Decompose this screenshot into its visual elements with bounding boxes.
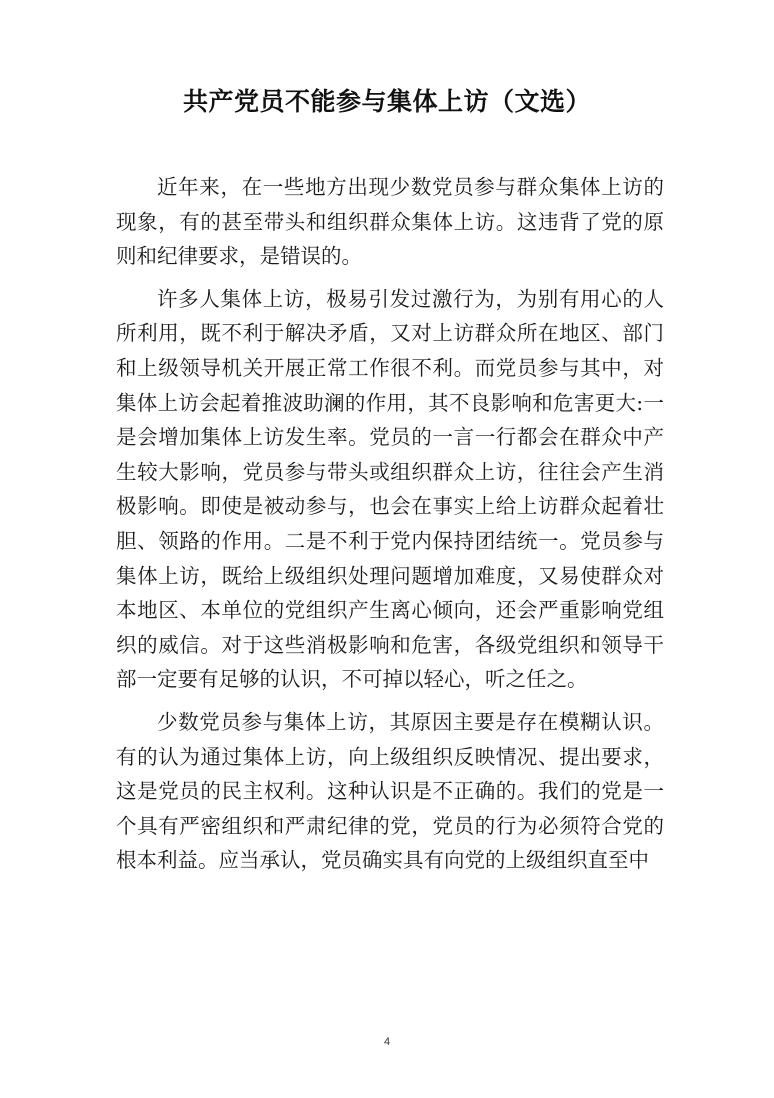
document-title: 共产党员不能参与集体上访（文选） bbox=[182, 87, 591, 116]
page-number: 4 bbox=[383, 1036, 391, 1048]
paragraph-3: 少数党员参与集体上访，其原因主要是存在模糊认识。有的认为通过集体上访，向上级组织反映情况、提出要求，这是党员的民主权利。这种认识是不正确的。我们的党是一个具有严密组织和严肃纪律的党，党员的行为必须符合党的根本利益。应当承认，党员确实具有向党的上级组织直至中 bbox=[116, 709, 664, 873]
document-body bbox=[116, 170, 664, 878]
paragraph-1: 近年来，在一些地方出现少数党员参与群众集体上访的现象，有的甚至带头和组织群众集体上访。这违背了党的原则和纪律要求，是错误的。 bbox=[116, 175, 664, 269]
paragraph-2: 许多人集体上访，极易引发过激行为，为别有用心的人所利用，既不利于解决矛盾，又对上访群众所在地区、部门和上级领导机关开展正常工作很不利。而党员参与其中，对集体上访会起着推波助澜的作用，其不良影响和危害更大:一是会增加集体上访发生率。党员的一言一行都会在群众中产生较大影响，党员参与带头或组织群众上访，往往会产生消极影响。即使是被动参与，也会在事实上给上访群众起着壮胆、领路的作用。二是不利于党内保持团结统一。党员参与集体上访，既给上级组织处理问题增加难度，又易使群众对本地区、本单位的党组织产生离心倾向，还会严重影响党组织的威信。对于这些消极影响和危害，各级党组织和领导干部一定要有足够的认识，不可掉以轻心，听之任之。 bbox=[116, 286, 664, 692]
